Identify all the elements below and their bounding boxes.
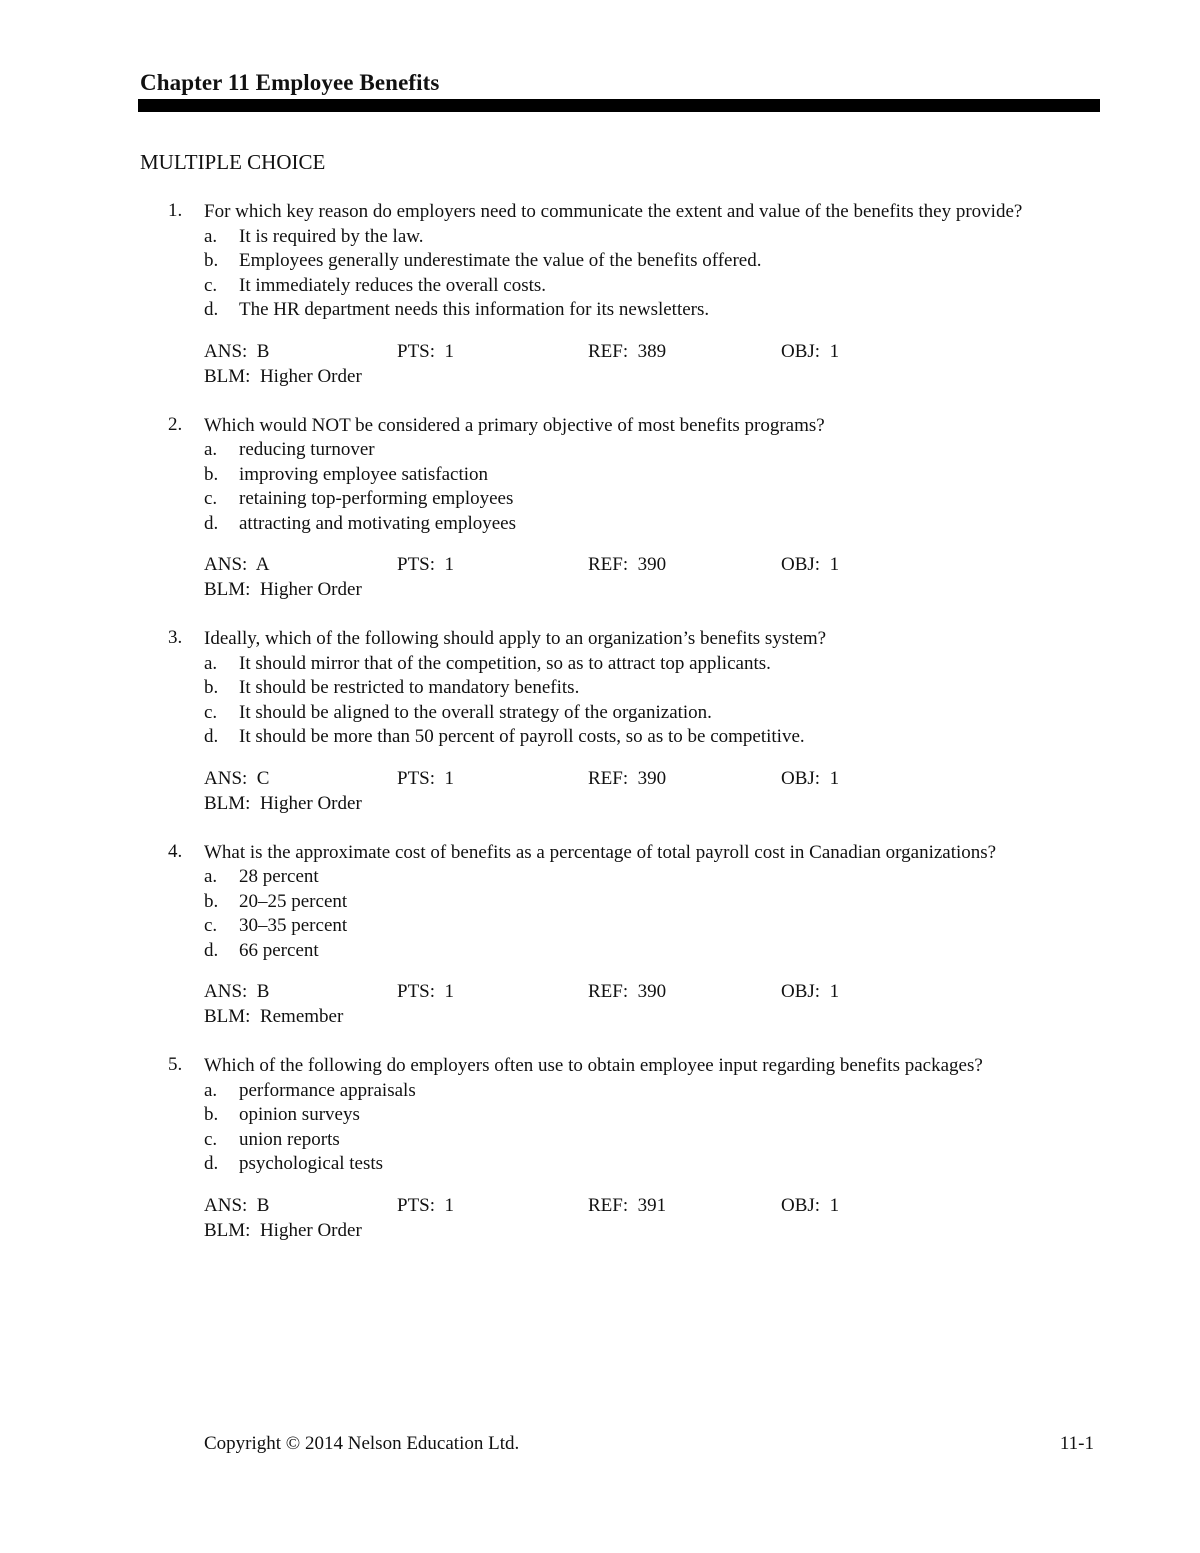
ans-value: B xyxy=(256,340,270,362)
question-number: 5. xyxy=(168,1054,183,1075)
question-number: 1. xyxy=(168,200,183,221)
option-letter: d. xyxy=(204,299,219,320)
option-d xyxy=(204,725,1094,750)
option-text: The HR department needs this information for its newsletters. xyxy=(239,299,710,320)
pts-field xyxy=(397,339,454,364)
question-5 xyxy=(0,1054,1200,1243)
pts-value: 1 xyxy=(444,981,455,1002)
blm-label: BLM: xyxy=(204,579,251,600)
answer-metadata xyxy=(204,979,1094,1029)
option-d xyxy=(204,512,1094,537)
obj-field xyxy=(781,1193,839,1218)
question-1 xyxy=(0,200,1200,389)
option-letter: b. xyxy=(204,250,219,271)
option-letter: b. xyxy=(204,1104,219,1125)
obj-label: OBJ: xyxy=(781,981,821,1002)
option-letter: a. xyxy=(204,1079,218,1101)
question-text-end: be considered a primary objective of most benefits programs? xyxy=(350,414,825,436)
ref-field xyxy=(588,766,666,791)
ref-value: 391 xyxy=(637,1194,667,1216)
pts-label: PTS: xyxy=(397,1194,436,1216)
ans-field xyxy=(204,1193,269,1218)
question-text: Ideally, which of the following should apply to an organization’s benefits system? xyxy=(204,628,827,649)
answer-metadata xyxy=(204,1193,1094,1243)
ref-value: 390 xyxy=(637,767,667,789)
option-text: 30–35 percent xyxy=(239,915,348,936)
option-b xyxy=(204,463,1094,488)
option-letter: a. xyxy=(204,866,218,887)
option-text: 66 percent xyxy=(239,939,319,961)
ref-label: REF: xyxy=(588,554,629,575)
ans-label: ANS: xyxy=(204,1194,248,1216)
option-letter: c. xyxy=(204,915,218,936)
option-text: It should be aligned to the overall strategy of the organization. xyxy=(239,701,712,723)
obj-label: OBJ: xyxy=(781,554,821,575)
ans-field xyxy=(204,339,269,364)
option-text: retaining top-performing employees xyxy=(239,488,514,509)
pts-value: 1 xyxy=(444,554,455,575)
question-2 xyxy=(0,414,1200,603)
pts-field xyxy=(397,766,454,791)
question-number: 2. xyxy=(168,413,183,435)
option-letter: d. xyxy=(204,1153,219,1174)
page-footer xyxy=(204,1433,1094,1455)
copyright-notice: Copyright © 2014 Nelson Education Ltd. xyxy=(204,1433,520,1454)
question-text: Which of the following do employers often use to obtain employee input regarding benefits packages? xyxy=(204,1055,983,1076)
ans-field xyxy=(204,979,269,1004)
obj-label: OBJ: xyxy=(781,1194,821,1216)
question-text: What is the approximate cost of benefits as a percentage of total payroll cost in Canadian organizations? xyxy=(204,841,997,863)
option-text: performance appraisals xyxy=(239,1079,416,1101)
answer-metadata xyxy=(204,552,1094,602)
ans-label: ANS: xyxy=(204,767,248,789)
option-a xyxy=(204,438,1094,463)
option-d xyxy=(204,1152,1094,1177)
option-d xyxy=(204,939,1094,964)
chapter-title: Chapter 11 Employee Benefits xyxy=(140,70,440,95)
blm-label: BLM: xyxy=(204,365,251,387)
ans-label: ANS: xyxy=(204,554,248,575)
question-number: 3. xyxy=(168,627,183,648)
ref-field xyxy=(588,552,666,577)
option-a xyxy=(204,652,1094,677)
ref-label: REF: xyxy=(588,981,629,1002)
blm-value: Higher Order xyxy=(259,365,362,387)
option-d xyxy=(204,298,1094,323)
obj-field xyxy=(781,979,839,1004)
option-letter: c. xyxy=(204,488,218,509)
ref-value: 390 xyxy=(637,554,667,575)
blm-field xyxy=(204,1218,1094,1243)
pts-field xyxy=(397,552,454,577)
obj-value: 1 xyxy=(829,554,840,575)
option-text: It should be restricted to mandatory benefits. xyxy=(239,677,580,698)
option-letter: a. xyxy=(204,652,218,674)
option-b xyxy=(204,890,1094,915)
option-c xyxy=(204,1128,1094,1153)
option-letter: a. xyxy=(204,439,218,460)
blm-label: BLM: xyxy=(204,1219,251,1241)
option-text: attracting and motivating employees xyxy=(239,512,517,534)
question-text: For which key reason do employers need to communicate the extent and value of the benefits they provide? xyxy=(204,201,1023,222)
pts-value: 1 xyxy=(444,767,455,789)
option-letter: b. xyxy=(204,463,219,485)
option-b xyxy=(204,1103,1094,1128)
question-4 xyxy=(0,841,1200,1030)
option-text: It immediately reduces the overall costs. xyxy=(239,274,547,296)
option-letter: c. xyxy=(204,274,218,296)
option-letter: d. xyxy=(204,726,219,747)
option-c xyxy=(204,914,1094,939)
option-c xyxy=(204,701,1094,726)
option-letter: d. xyxy=(204,512,219,534)
blm-field xyxy=(204,1004,1094,1029)
pts-label: PTS: xyxy=(397,554,436,575)
blm-value: Higher Order xyxy=(259,792,362,814)
ref-field xyxy=(588,979,666,1004)
ref-field xyxy=(588,339,666,364)
option-text: It is required by the law. xyxy=(239,225,424,247)
ref-label: REF: xyxy=(588,767,629,789)
obj-field xyxy=(781,552,839,577)
question-text-start: Which would xyxy=(204,414,312,436)
answer-metadata xyxy=(204,339,1094,389)
option-letter: a. xyxy=(204,225,218,247)
pts-value: 1 xyxy=(444,1194,455,1216)
option-c xyxy=(204,487,1094,512)
pts-field xyxy=(397,1193,454,1218)
blm-value: Higher Order xyxy=(259,1219,362,1241)
option-letter: b. xyxy=(204,890,219,912)
question-number: 4. xyxy=(168,840,183,862)
option-text: Employees generally underestimate the value of the benefits offered. xyxy=(239,250,762,271)
obj-label: OBJ: xyxy=(781,767,821,789)
obj-value: 1 xyxy=(829,981,840,1002)
option-text: reducing turnover xyxy=(239,439,375,460)
blm-field xyxy=(204,791,1094,816)
question-list xyxy=(0,200,1200,1243)
option-text: improving employee satisfaction xyxy=(239,463,489,485)
option-a xyxy=(204,865,1094,890)
ans-value: B xyxy=(256,981,270,1002)
answer-metadata xyxy=(204,766,1094,816)
option-b xyxy=(204,676,1094,701)
question-text xyxy=(204,414,1094,439)
option-c xyxy=(204,274,1094,299)
pts-label: PTS: xyxy=(397,340,436,362)
ref-value: 390 xyxy=(637,981,667,1002)
ans-value: C xyxy=(256,767,270,789)
page-number: 11-1 xyxy=(1059,1433,1094,1454)
option-text: 20–25 percent xyxy=(239,890,348,912)
option-letter: c. xyxy=(204,701,218,723)
obj-value: 1 xyxy=(829,767,840,789)
obj-value: 1 xyxy=(829,1194,840,1216)
obj-field xyxy=(781,339,839,364)
blm-label: BLM: xyxy=(204,792,251,814)
obj-value: 1 xyxy=(829,340,840,362)
title-rule xyxy=(138,99,1100,112)
ans-value: B xyxy=(256,1194,270,1216)
ans-label: ANS: xyxy=(204,981,248,1002)
option-text: opinion surveys xyxy=(239,1104,360,1125)
option-a xyxy=(204,1079,1094,1104)
blm-label: BLM: xyxy=(204,1006,251,1027)
blm-value: Remember xyxy=(259,1006,344,1027)
question-3 xyxy=(0,627,1200,816)
ref-label: REF: xyxy=(588,340,629,362)
option-text: 28 percent xyxy=(239,866,319,887)
option-text: psychological tests xyxy=(239,1153,384,1174)
option-b xyxy=(204,249,1094,274)
ref-value: 389 xyxy=(637,340,667,362)
option-text: It should mirror that of the competition, so as to attract top applicants. xyxy=(239,652,771,674)
ans-field xyxy=(204,766,269,791)
ref-field xyxy=(588,1193,666,1218)
pts-label: PTS: xyxy=(397,767,436,789)
pts-value: 1 xyxy=(444,340,455,362)
ans-label: ANS: xyxy=(204,340,248,362)
pts-field xyxy=(397,979,454,1004)
option-text: union reports xyxy=(239,1128,340,1150)
blm-value: Higher Order xyxy=(259,579,362,600)
option-letter: d. xyxy=(204,939,219,961)
obj-label: OBJ: xyxy=(781,340,821,362)
section-heading: MULTIPLE CHOICE xyxy=(140,150,326,174)
option-a xyxy=(204,225,1094,250)
ans-value: A xyxy=(255,554,270,575)
blm-field xyxy=(204,364,1094,389)
option-letter: c. xyxy=(204,1128,218,1150)
ref-label: REF: xyxy=(588,1194,629,1216)
ans-field xyxy=(204,552,269,577)
option-text: It should be more than 50 percent of payroll costs, so as to be competitive. xyxy=(239,726,805,747)
obj-field xyxy=(781,766,839,791)
option-letter: b. xyxy=(204,677,219,698)
blm-field xyxy=(204,577,1094,602)
question-text-emphasis: NOT xyxy=(311,414,351,436)
pts-label: PTS: xyxy=(397,981,436,1002)
